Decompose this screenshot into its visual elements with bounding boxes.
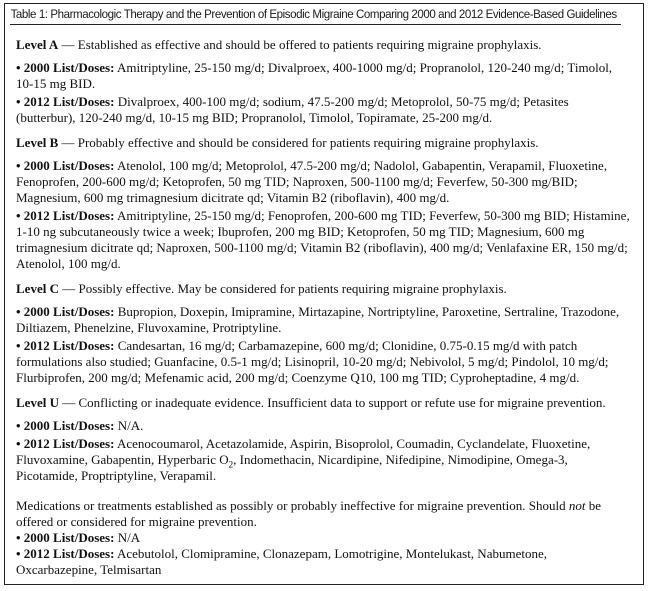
entry-text: N/A. [114, 418, 144, 433]
level-b-name: Level B [16, 135, 59, 150]
entry-label: • 2000 List/Doses: [16, 60, 115, 75]
table-body [5, 37, 643, 578]
entry-label: • 2000 List/Doses: [16, 530, 115, 545]
entry-text: Acebutolol, Clomipramine, Clonazepam, Lomotrigine, Montelukast, Nabumetone, Oxcarbazepine, Telmisartan [16, 546, 547, 577]
entry-label: • 2012 List/Doses: [16, 208, 115, 223]
entry-label: • 2000 List/Doses: [16, 418, 115, 433]
level-a-description: — Established as effective and should be offered to patients requiring migraine prophylaxis. [58, 37, 542, 52]
level-u-heading [16, 395, 631, 411]
entry-label: • 2012 List/Doses: [16, 94, 115, 109]
entry-label: • 2012 List/Doses: [16, 338, 115, 353]
entry-text: Divalproex, 400-100 mg/d; sodium, 47.5-200 mg/d; Metoprolol, 50-75 mg/d; Petasites (butterbur), 120-240 mg/d, 10-15 mg BID; Propranolol, Timolol, Topiramate, 25-200 mg/d. [16, 94, 569, 125]
level-c-heading [16, 281, 631, 297]
entry-text: N/A [114, 530, 141, 545]
level-c-description: — Possibly effective. May be considered for patients requiring migraine prophylaxis. [58, 281, 507, 296]
level-b-section [16, 135, 631, 272]
level-b-2012-entry [16, 208, 631, 272]
level-a-section [16, 37, 631, 126]
ineffective-section [16, 498, 631, 578]
entry-label: • 2000 List/Doses: [16, 304, 115, 319]
entry-text: Acenocoumarol, Acetazolamide, Aspirin, Bisoprolol, Coumadin, Cyclandelate, Fluoxetine, Fluvoxamine, Gabapentin, Hyperbaric O [16, 436, 591, 467]
level-a-heading [16, 37, 631, 53]
level-b-description: — Probably effective and should be considered for patients requiring migraine prophylaxis. [58, 135, 539, 150]
ineffective-2012-entry [16, 546, 631, 578]
title-divider [10, 24, 621, 25]
level-c-section [16, 281, 631, 386]
intro-text: Medications or treatments established as possibly or probably ineffective for migraine prevention. Should [16, 498, 569, 513]
level-c-2000-entry [16, 304, 631, 336]
level-a-name: Level A [16, 37, 59, 52]
entry-text: Bupropion, Doxepin, Imipramine, Mirtazapine, Nortriptyline, Paroxetine, Sertraline, Trazodone, Diltiazem, Phenelzine, Fluvoxamine, Protriptyline. [16, 304, 620, 335]
intro-emphasis: not [568, 498, 586, 513]
level-u-2000-entry [16, 418, 631, 434]
level-u-section [16, 395, 631, 484]
subscript: 2 [228, 459, 234, 470]
entry-label: • 2000 List/Doses: [16, 158, 115, 173]
level-u-2012-entry [16, 436, 631, 484]
table-title: Table 1: Pharmacologic Therapy and the Prevention of Episodic Migraine Comparing 2000 and 2012 Evidence-Based Guidelines [10, 7, 617, 21]
entry-text: Atenolol, 100 mg/d; Metoprolol, 47.5-200 mg/d; Nadolol, Gabapentin, Verapamil, Fluoxetine, Fenoprofen, 200-600 mg/d; Ketoprofen, 50 mg TID; Naproxen, 500-1100 mg/d; Feverfew, 50-300 mg/BID; Magnesium, 600 mg trimagnesium dicitrate qd; Vitamin B2 (riboflavin), 400 mg/d. [16, 158, 608, 205]
entry-text: Amitriptyline, 25-150 mg/d; Fenoprofen, 200-600 mg TID; Feverfew, 50-300 mg BID; Histamine, 1-10 ng subcutaneously twice a week; Ibuprofen, 200 mg BID; Ketoprofen, 50 mg TID; Magnesium, 600 mg trimagnesium dicitrate qd; Naproxen, 500-1100 mg/d; Vitamin B2 (riboflavin), 400 mg/d; Venlafaxine ER, 150 mg/d; Atenolol, 100 mg/d. [16, 208, 630, 271]
entry-text: Amitriptyline, 25-150 mg/d; Divalproex, 400-1000 mg/d; Propranolol, 120-240 mg/d; Timolol, 10-15 mg BID. [16, 60, 613, 91]
entry-label: • 2012 List/Doses: [16, 436, 115, 451]
level-a-2000-entry [16, 60, 631, 92]
intro-text-continued: be offered or considered for migraine prevention. [16, 498, 602, 529]
entry-text-continued: , Indomethacin, Nicardipine, Nifedipine, Nimodipine, Omega-3, Picotamide, Proptriptyline, Verapamil. [16, 452, 568, 483]
level-b-2000-entry [16, 158, 631, 206]
level-u-name: Level U [16, 395, 59, 410]
level-b-heading [16, 135, 631, 151]
level-a-2012-entry [16, 94, 631, 126]
level-c-2012-entry [16, 338, 631, 386]
level-c-name: Level C [16, 281, 59, 296]
ineffective-intro [16, 498, 631, 530]
table-frame [4, 3, 644, 585]
entry-text: Candesartan, 16 mg/d; Carbamazepine, 600 mg/d; Clonidine, 0.75-0.15 mg/d with patch formulations also studied; Guanfacine, 0.5-1 mg/d; Lisinopril, 10-20 mg/d; Nebivolol, 5 mg/d; Pindolol, 10 mg/d; Flurbiprofen, 200 mg/d; Mefenamic acid, 200 mg/d; Coenzyme Q10, 100 mg TID; Cyproheptadine, 4 mg/d. [16, 338, 609, 385]
entry-label: • 2012 List/Doses: [16, 546, 115, 561]
ineffective-2000-entry [16, 530, 631, 546]
level-u-description: — Conflicting or inadequate evidence. Insufficient data to support or refute use for migraine prevention. [58, 395, 606, 410]
